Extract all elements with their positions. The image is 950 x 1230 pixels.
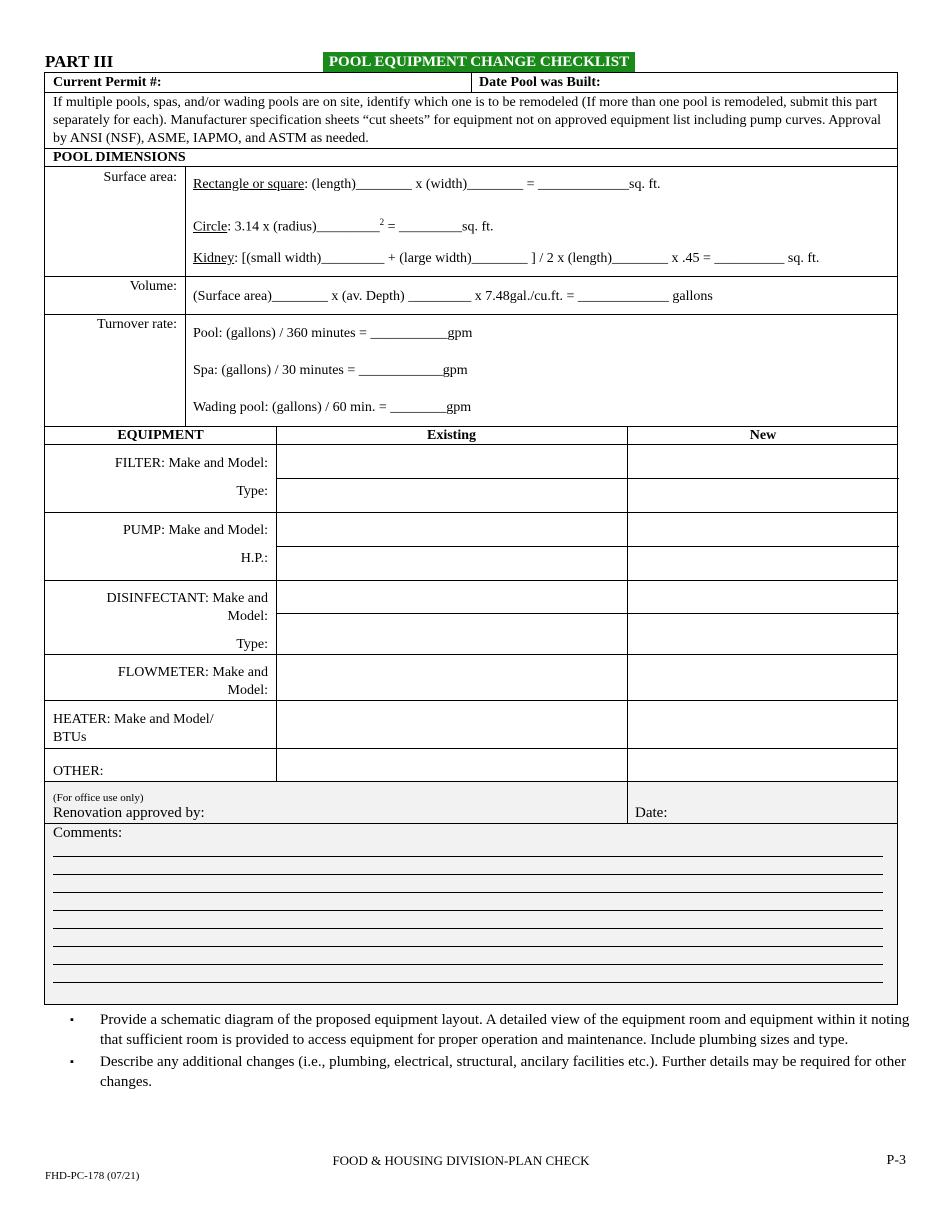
divider	[276, 613, 899, 614]
permit-divider	[471, 73, 472, 92]
divider	[45, 748, 897, 749]
divider	[45, 700, 897, 701]
turnover-label: Turnover rate:	[97, 317, 177, 332]
form-id: FHD-PC-178 (07/21)	[45, 1170, 140, 1182]
existing-header: Existing	[426, 428, 476, 443]
filter-type-label: Type:	[236, 484, 268, 499]
divider	[45, 314, 897, 315]
bullet-text: Describe any additional changes (i.e., plumbing, electrical, structural, ancilary facilities etc.). Further details may be required for other changes.	[100, 1054, 906, 1090]
comment-line	[53, 874, 883, 875]
comment-line	[53, 928, 883, 929]
other-label: OTHER:	[53, 764, 104, 779]
office-use-note: (For office use only)	[53, 792, 144, 804]
date-built-label: Date Pool was Built:	[479, 75, 601, 90]
circle-formula	[193, 213, 494, 237]
instructions-list	[70, 1010, 910, 1094]
pump-hp-label: H.P.:	[240, 551, 268, 566]
rectangle-name: Rectangle or square	[193, 177, 305, 192]
disinfectant-type-label: Type:	[236, 637, 268, 652]
turnover-pool: Pool: (gallons) / 360 minutes = ___________gpm	[193, 326, 473, 341]
office-date-divider	[627, 781, 628, 823]
page-number: P-3	[886, 1153, 906, 1168]
existing-column-divider	[627, 426, 628, 781]
pool-dimensions-heading: POOL DIMENSIONS	[53, 150, 186, 165]
new-header: New	[749, 428, 777, 443]
rectangle-formula	[193, 176, 661, 194]
pump-make-label: PUMP: Make and Model:	[122, 523, 268, 538]
comment-line	[53, 892, 883, 893]
comments-label: Comments:	[53, 825, 123, 841]
squared-sup: 2	[379, 217, 385, 227]
list-item	[70, 1010, 910, 1050]
filter-make-label: FILTER: Make and Model:	[114, 456, 268, 471]
bullet-text: Provide a schematic diagram of the proposed equipment layout. A detailed view of the equipment room and equipment within it noting that sufficient room is provided to access equipment for proper operation and maintenance. Include plumbing sizes and type.	[100, 1012, 910, 1048]
approval-date-label: Date:	[635, 805, 668, 821]
footer-division: FOOD & HOUSING DIVISION-PLAN CHECK	[332, 1153, 590, 1168]
comment-line	[53, 946, 883, 947]
kidney-name: Kidney	[193, 251, 235, 266]
turnover-spa: Spa: (gallons) / 30 minutes = ____________gpm	[193, 363, 468, 378]
divider	[45, 654, 897, 655]
divider	[45, 92, 897, 93]
heater-btus-label: BTUs	[53, 730, 87, 745]
comment-line	[53, 910, 883, 911]
disinfectant-model-label: Model:	[227, 609, 268, 624]
equipment-column-divider	[276, 426, 277, 781]
equipment-header: EQUIPMENT	[117, 428, 204, 443]
divider	[45, 166, 897, 167]
surface-area-label: Surface area:	[103, 170, 177, 185]
circle-formula-a: : 3.14 x (radius)_________	[227, 219, 380, 235]
circle-formula-b: = _________sq. ft.	[384, 219, 494, 235]
circle-name: Circle	[193, 219, 228, 235]
rectangle-formula-text: : (length)________ x (width)________ = _____________sq. ft.	[304, 177, 661, 192]
divider	[45, 512, 897, 513]
volume-formula: (Surface area)________ x (av. Depth) _________ x 7.48gal./cu.ft. = _____________ gallons	[193, 289, 713, 304]
flowmeter-model-label: Model:	[227, 683, 268, 698]
form-title: POOL EQUIPMENT CHANGE CHECKLIST	[323, 52, 635, 72]
turnover-wading: Wading pool: (gallons) / 60 min. = ________gpm	[193, 400, 472, 415]
kidney-formula	[193, 250, 819, 268]
divider	[276, 478, 899, 479]
list-item	[70, 1052, 910, 1092]
comment-line	[53, 982, 883, 983]
divider	[45, 823, 897, 824]
comment-line	[53, 856, 883, 857]
disinfectant-make-label: DISINFECTANT: Make and	[106, 591, 268, 606]
instructions-text: If multiple pools, spas, and/or wading pools are on site, identify which one is to be remodeled (If more than one pool is remodeled, submit this part separately for each). Manufacturer specification sheets “cut sheets” for equipment not on approved equipment list including pump curves. Approval by ANSI (NSF), ASME, IAPMO, and ASTM as needed.	[53, 95, 882, 146]
flowmeter-make-label: FLOWMETER: Make and	[117, 665, 268, 680]
checklist-form	[44, 72, 898, 1005]
divider	[45, 444, 897, 445]
divider	[45, 276, 897, 277]
square-bullet-icon: ▪	[70, 1014, 74, 1026]
divider	[276, 546, 899, 547]
comment-line	[53, 964, 883, 965]
dimension-column-divider	[185, 166, 186, 426]
part-label: PART III	[45, 52, 114, 71]
approved-by-label: Renovation approved by:	[53, 805, 205, 821]
heater-label: HEATER: Make and Model/	[53, 712, 214, 727]
square-bullet-icon: ▪	[70, 1056, 74, 1068]
divider	[45, 580, 897, 581]
volume-label: Volume:	[129, 279, 177, 294]
kidney-formula-text: : [(small width)_________ + (large width)________ ] / 2 x (length)________ x .45 = __________ sq. ft.	[234, 251, 820, 266]
current-permit-label: Current Permit #:	[53, 75, 162, 90]
